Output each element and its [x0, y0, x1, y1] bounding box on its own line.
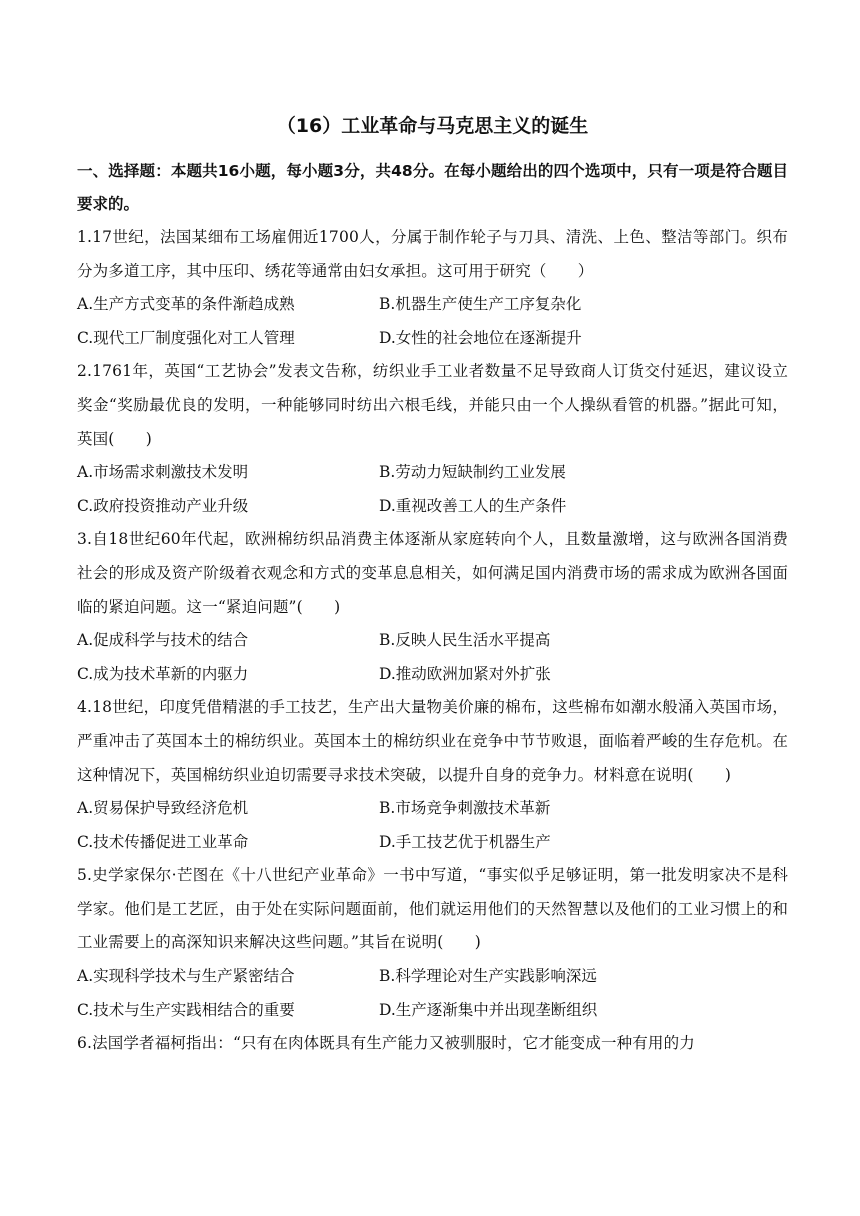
- question-stem: 2.1761年，英国“工艺协会”发表文告称，纺织业手工业者数量不足导致商人订货交付延迟，建议设立奖金“奖励最优良的发明，一种能够同时纺出六根毛线，并能只由一个人操纵看管的机器。”据此可知，英国( ): [77, 362, 788, 448]
- options-grid: [77, 960, 788, 1027]
- option-b: B.科学理论对生产实践影响深远: [379, 967, 597, 986]
- question-4: [77, 691, 788, 859]
- option-d: D.生产逐渐集中并出现垄断组织: [379, 1000, 598, 1019]
- question-stem: 4.18世纪，印度凭借精湛的手工技艺，生产出大量物美价廉的棉布，这些棉布如潮水般涌入英国市场，严重冲击了英国本土的棉纺织业。英国本土的棉纺织业在竞争中节节败退，面临着严峻的生存危机。在这种情况下，英国棉纺织业迫切需要寻求技术突破，以提升自身的竞争力。材料意在说明( ): [77, 698, 788, 784]
- options-grid: [77, 624, 788, 691]
- option-d: D.重视改善工人的生产条件: [379, 496, 567, 515]
- question-5: [77, 859, 788, 1027]
- option-a: A.促成科学与技术的结合: [77, 631, 249, 650]
- option-b: B.机器生产使生产工序复杂化: [379, 295, 582, 314]
- option-d: D.推动欧洲加紧对外扩张: [379, 664, 551, 683]
- option-a: A.贸易保护导致经济危机: [77, 799, 249, 818]
- page-title: （16）工业革命与马克思主义的诞生: [276, 115, 589, 137]
- options-grid: [77, 456, 788, 523]
- question-stem: 3.自18世纪60年代起，欧洲棉纺织品消费主体逐渐从家庭转向个人，且数量激增，这与欧洲各国消费社会的形成及资产阶级着衣观念和方式的变革息息相关，如何满足国内消费市场的需求成为欧洲各国面临的紧迫问题。这一“紧迫问题”( ): [77, 530, 788, 616]
- option-c: C.技术传播促进工业革命: [77, 832, 249, 851]
- question-1: [77, 221, 788, 355]
- option-d: D.手工技艺优于机器生产: [379, 832, 551, 851]
- option-b: B.市场竞争刺激技术革新: [379, 799, 551, 818]
- question-stem: 1.17世纪，法国某细布工场雇佣近1700人，分属于制作轮子与刀具、清洗、上色、整洁等部门。织布分为多道工序，其中压印、绣花等通常由妇女承担。这可用于研究（ ）: [77, 228, 788, 280]
- question-stem: 6.法国学者福柯指出：“只有在肉体既具有生产能力又被驯服时，它才能变成一种有用的力: [77, 1034, 695, 1053]
- option-a: A.生产方式变革的条件渐趋成熟: [77, 295, 295, 314]
- option-c: C.现代工厂制度强化对工人管理: [77, 328, 295, 347]
- option-b: B.劳动力短缺制约工业发展: [379, 463, 566, 482]
- option-a: A.实现科学技术与生产紧密结合: [77, 967, 295, 986]
- option-c: C.技术与生产实践相结合的重要: [77, 1000, 295, 1019]
- question-6: [77, 1027, 788, 1061]
- option-b: B.反映人民生活水平提高: [379, 631, 551, 650]
- option-c: C.政府投资推动产业升级: [77, 496, 249, 515]
- option-c: C.成为技术革新的内驱力: [77, 664, 249, 683]
- question-3: [77, 523, 788, 691]
- question-stem: 5.史学家保尔·芒图在《十八世纪产业革命》一书中写道，“事实似乎足够证明，第一批发明家决不是科学家。他们是工艺匠，由于处在实际问题面前，他们就运用他们的天然智慧以及他们的工业习惯上的和工业需要上的高深知识来解决这些问题。”其旨在说明( ): [77, 866, 788, 952]
- option-a: A.市场需求刺激技术发明: [77, 463, 249, 482]
- options-grid: [77, 288, 788, 355]
- section-heading: 一、选择题：本题共16小题，每小题3分，共48分。在每小题给出的四个选项中，只有一项是符合题目要求的。: [77, 162, 788, 213]
- options-grid: [77, 792, 788, 859]
- question-2: [77, 355, 788, 523]
- option-d: D.女性的社会地位在逐渐提升: [379, 328, 582, 347]
